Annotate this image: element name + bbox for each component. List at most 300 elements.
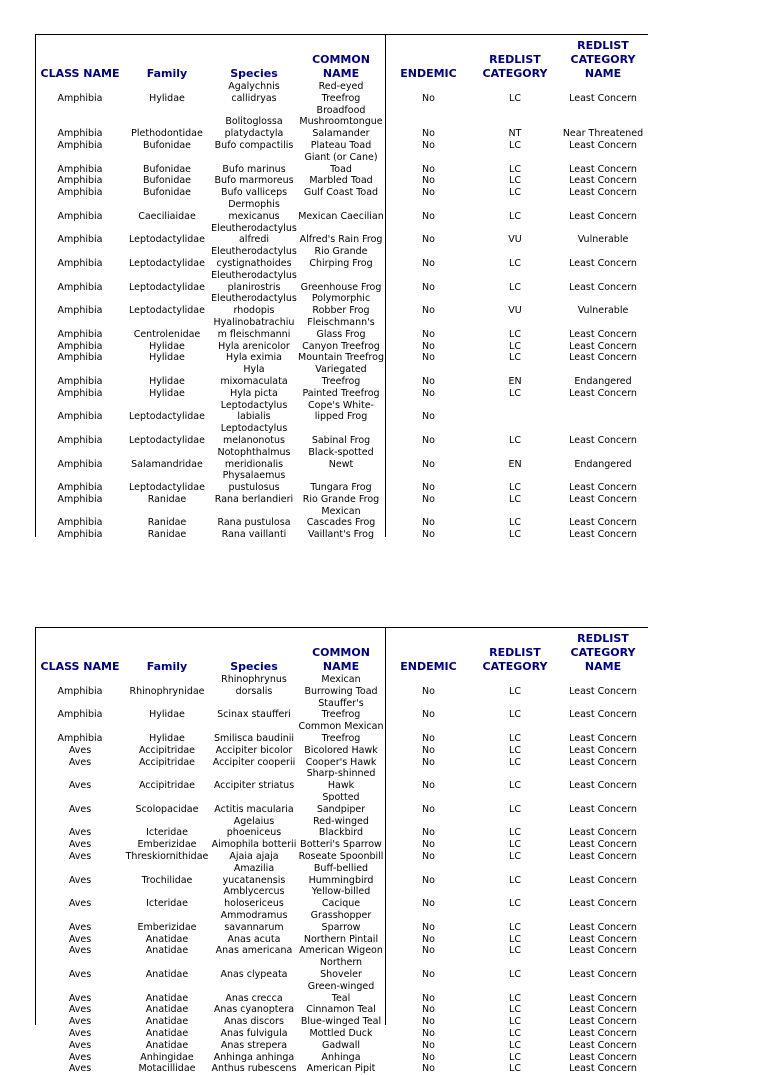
cell-redlist-category: LC xyxy=(509,529,521,541)
cell-class: Amphibia xyxy=(57,234,103,246)
cell-species: Hyla mixomaculata xyxy=(220,364,288,387)
cell-family: Plethodontidae xyxy=(131,128,203,140)
cell-species: Scinax staufferi xyxy=(217,709,291,721)
table-row xyxy=(36,1004,648,1016)
cell-common-name: Polymorphic Robber Frog xyxy=(311,293,371,317)
cell-common-name: Variegated Treefrog xyxy=(315,364,367,387)
cell-species: Eleutherodactylus alfredi xyxy=(211,222,297,246)
cell-class: Aves xyxy=(68,839,92,851)
cell-class: Amphibia xyxy=(57,517,103,529)
table-row xyxy=(36,1052,648,1064)
cell-class: Amphibia xyxy=(57,732,103,744)
cell-species: Aimophila botterii xyxy=(211,839,297,851)
cell-class: Aves xyxy=(68,1051,92,1063)
cell-redlist-category-name: Least Concern xyxy=(569,968,637,980)
cell-family: Ranidae xyxy=(147,517,187,529)
cell-endemic: No xyxy=(422,827,435,839)
cell-family: Hylidae xyxy=(149,352,185,364)
cell-redlist-category: LC xyxy=(509,482,521,494)
cell-common-name: Common Mexican Treefrog xyxy=(298,721,384,744)
header-redlist-category-name: REDLIST CATEGORY NAME xyxy=(570,39,636,80)
cell-common-name: Sabinal Frog xyxy=(311,434,371,446)
cell-class: Aves xyxy=(68,803,92,815)
cell-class: Amphibia xyxy=(57,482,103,494)
cell-redlist-category: LC xyxy=(509,139,521,151)
cell-redlist-category: VU xyxy=(508,305,522,317)
table-header xyxy=(36,628,648,674)
cell-species: Physalaemus pustulosus xyxy=(222,470,286,494)
cell-class: Amphibia xyxy=(57,305,103,317)
cell-redlist-category: LC xyxy=(509,744,521,756)
cell-redlist-category: LC xyxy=(509,756,521,768)
table-page-1 xyxy=(35,34,648,541)
cell-common-name: Rio Grande Frog xyxy=(302,493,380,505)
cell-endemic: No xyxy=(422,756,435,768)
cell-common-name: Mottled Duck xyxy=(309,1027,373,1039)
cell-redlist-category: LC xyxy=(509,328,521,340)
cell-family: Rhinophrynidae xyxy=(129,685,205,697)
cell-species: Anas acuta xyxy=(227,933,281,945)
cell-redlist-category-name: Least Concern xyxy=(569,827,637,839)
cell-species: Rana berlandieri xyxy=(214,493,294,505)
cell-endemic: No xyxy=(422,933,435,945)
cell-common-name: Cooper's Hawk xyxy=(305,756,377,768)
cell-endemic: No xyxy=(422,850,435,862)
cell-family: Bufonidae xyxy=(142,139,192,151)
cell-redlist-category: LC xyxy=(509,163,521,175)
cell-class: Aves xyxy=(68,756,92,768)
cell-class: Aves xyxy=(68,1027,92,1039)
cell-class: Aves xyxy=(68,1063,92,1075)
cell-redlist-category-name: Least Concern xyxy=(569,1027,637,1039)
cell-species: Amazilia yucatanensis xyxy=(222,862,286,886)
cell-common-name: Marbled Toad xyxy=(309,175,373,187)
cell-redlist-category-name: Least Concern xyxy=(569,1016,637,1028)
cell-redlist-category: LC xyxy=(509,210,521,222)
cell-class: Aves xyxy=(68,1039,92,1051)
cell-common-name: Mexican Caecilian xyxy=(298,210,384,222)
cell-common-name: Roseate Spoonbill xyxy=(298,850,384,862)
cell-endemic: No xyxy=(422,139,435,151)
cell-common-name: Bicolored Hawk xyxy=(304,744,378,756)
cell-family: Emberizidae xyxy=(137,839,197,851)
table-row xyxy=(36,945,648,957)
cell-species: Leptodactylus melanonotus xyxy=(220,423,288,446)
cell-redlist-category: LC xyxy=(509,803,521,815)
cell-species: Accipiter bicolor xyxy=(215,744,293,756)
table-row xyxy=(36,140,648,152)
cell-redlist-category: LC xyxy=(509,281,521,293)
table-row xyxy=(36,364,648,388)
cell-redlist-category-name: Least Concern xyxy=(569,709,637,721)
cell-species: Anhinga anhinga xyxy=(213,1051,295,1063)
cell-family: Anatidae xyxy=(145,1027,189,1039)
cell-redlist-category: LC xyxy=(509,187,521,199)
cell-endemic: No xyxy=(422,375,435,387)
cell-class: Amphibia xyxy=(57,257,103,269)
cell-endemic: No xyxy=(422,352,435,364)
header-redlist-category-name: REDLIST CATEGORY NAME xyxy=(570,632,636,673)
cell-species: Ajaia ajaja xyxy=(229,850,279,862)
header-species: Species xyxy=(230,660,278,673)
cell-family: Motacillidae xyxy=(138,1063,196,1075)
header-redlist-category: REDLIST CATEGORY xyxy=(482,646,548,673)
table-row xyxy=(36,400,648,424)
table-body xyxy=(36,674,648,1075)
table-body xyxy=(36,81,648,541)
cell-redlist-category-name: Least Concern xyxy=(569,839,637,851)
cell-species: Rana pustulosa xyxy=(217,517,291,529)
cell-family: Bufonidae xyxy=(142,187,192,199)
cell-redlist-category-name: Least Concern xyxy=(569,517,637,529)
cell-endemic: No xyxy=(422,234,435,246)
cell-endemic: No xyxy=(422,411,435,423)
table-row xyxy=(36,957,648,981)
cell-class: Aves xyxy=(68,1016,92,1028)
cell-endemic: No xyxy=(422,434,435,446)
cell-endemic: No xyxy=(422,529,435,541)
cell-family: Anatidae xyxy=(145,968,189,980)
table-row xyxy=(36,81,648,105)
cell-class: Amphibia xyxy=(57,128,103,140)
cell-class: Amphibia xyxy=(57,92,103,104)
cell-species: Anas americana xyxy=(215,945,293,957)
cell-common-name: Northern Shoveler xyxy=(319,957,363,980)
cell-common-name: Blue-winged Teal xyxy=(300,1016,382,1028)
cell-redlist-category-name: Least Concern xyxy=(569,210,637,222)
table-header xyxy=(36,35,648,81)
cell-class: Aves xyxy=(68,921,92,933)
table-row xyxy=(36,768,648,792)
cell-class: Aves xyxy=(68,827,92,839)
cell-redlist-category: LC xyxy=(509,850,521,862)
cell-common-name: Red-eyed Treefrog xyxy=(318,81,364,104)
cell-species: Bolitoglossa platydactyla xyxy=(224,116,284,140)
cell-common-name: Green-winged Teal xyxy=(307,980,375,1004)
cell-common-name: Plateau Toad xyxy=(310,139,372,151)
cell-redlist-category: LC xyxy=(509,898,521,910)
cell-species: Eleutherodactylus rhodopis xyxy=(211,293,297,317)
cell-common-name: Grasshopper Sparrow xyxy=(310,909,372,933)
cell-class: Aves xyxy=(68,850,92,862)
cell-species: Eleutherodactylus planirostris xyxy=(211,269,297,293)
cell-endemic: No xyxy=(422,744,435,756)
cell-endemic: No xyxy=(422,210,435,222)
cell-class: Amphibia xyxy=(57,139,103,151)
table-row xyxy=(36,863,648,887)
cell-redlist-category-name: Least Concern xyxy=(569,352,637,364)
cell-species: Agelaius phoeniceus xyxy=(226,815,282,839)
table-page-2 xyxy=(35,627,648,1075)
cell-species: Leptodactylus labialis xyxy=(220,399,288,423)
cell-endemic: No xyxy=(422,1016,435,1028)
cell-endemic: No xyxy=(422,1004,435,1016)
cell-redlist-category-name: Least Concern xyxy=(569,921,637,933)
table-row xyxy=(36,352,648,364)
cell-family: Leptodactylidae xyxy=(129,257,205,269)
table-row xyxy=(36,698,648,722)
table-row xyxy=(36,839,648,851)
table-row xyxy=(36,1028,648,1040)
cell-species: Anthus rubescens xyxy=(211,1063,297,1075)
cell-species: Notophthalmus meridionalis xyxy=(217,446,291,470)
cell-species: Bufo marmoreus xyxy=(214,175,294,187)
table-row xyxy=(36,816,648,840)
cell-family: Accipitridae xyxy=(138,756,196,768)
cell-common-name: Rio Grande Chirping Frog xyxy=(309,246,373,269)
cell-family: Hylidae xyxy=(149,387,185,399)
table-row xyxy=(36,506,648,530)
cell-family: Hylidae xyxy=(149,709,185,721)
cell-family: Anatidae xyxy=(145,1039,189,1051)
cell-redlist-category-name: Least Concern xyxy=(569,898,637,910)
cell-family: Hylidae xyxy=(149,732,185,744)
cell-common-name: Broadfood Mushroomtongue Salamander xyxy=(299,104,383,140)
cell-redlist-category-name: Least Concern xyxy=(569,493,637,505)
table-row xyxy=(36,1040,648,1052)
cell-redlist-category: LC xyxy=(509,945,521,957)
cell-family: Accipitridae xyxy=(138,780,196,792)
cell-family: Accipitridae xyxy=(138,744,196,756)
cell-family: Hylidae xyxy=(149,340,185,352)
cell-endemic: No xyxy=(422,709,435,721)
cell-species: Bufo marinus xyxy=(222,163,286,175)
cell-family: Hylidae xyxy=(149,92,185,104)
cell-class: Aves xyxy=(68,992,92,1004)
table-row xyxy=(36,745,648,757)
cell-common-name: American Wigeon xyxy=(299,945,383,957)
cell-common-name: Buff-bellied Hummingbird xyxy=(308,862,374,886)
cell-redlist-category-name: Near Threatened xyxy=(562,128,644,140)
cell-common-name: Alfred's Rain Frog xyxy=(299,234,383,246)
cell-family: Leptodactylidae xyxy=(129,434,205,446)
cell-endemic: No xyxy=(422,163,435,175)
cell-redlist-category: EN xyxy=(508,375,522,387)
cell-redlist-category-name: Least Concern xyxy=(569,328,637,340)
cell-class: Amphibia xyxy=(57,493,103,505)
cell-class: Amphibia xyxy=(57,685,103,697)
table-row xyxy=(36,851,648,863)
cell-redlist-category: LC xyxy=(509,685,521,697)
cell-species: Anas strepera xyxy=(220,1039,288,1051)
cell-endemic: No xyxy=(422,898,435,910)
cell-endemic: No xyxy=(422,128,435,140)
cell-common-name: Tungara Frog xyxy=(310,482,372,494)
cell-species: Accipiter cooperii xyxy=(212,756,296,768)
table-row xyxy=(36,187,648,199)
cell-endemic: No xyxy=(422,387,435,399)
cell-class: Amphibia xyxy=(57,434,103,446)
cell-family: Leptodactylidae xyxy=(129,482,205,494)
cell-species: Dermophis mexicanus xyxy=(228,198,280,222)
cell-redlist-category-name: Least Concern xyxy=(569,340,637,352)
cell-endemic: No xyxy=(422,780,435,792)
cell-class: Aves xyxy=(68,874,92,886)
cell-redlist-category-name: Least Concern xyxy=(569,732,637,744)
cell-endemic: No xyxy=(422,839,435,851)
cell-redlist-category: LC xyxy=(509,933,521,945)
cell-species: Hyalinobatrachium fleischmanni xyxy=(213,316,295,340)
cell-species: Ammodramus savannarum xyxy=(220,909,288,933)
cell-species: Hyla arenicolor xyxy=(218,340,290,352)
cell-common-name: Mountain Treefrog xyxy=(298,352,384,364)
table-row xyxy=(36,1063,648,1075)
cell-common-name: Giant (or Cane) Toad xyxy=(304,151,378,175)
cell-endemic: No xyxy=(422,340,435,352)
cell-endemic: No xyxy=(422,493,435,505)
table-row xyxy=(36,447,648,471)
cell-family: Bufonidae xyxy=(142,163,192,175)
cell-class: Amphibia xyxy=(57,709,103,721)
cell-class: Amphibia xyxy=(57,281,103,293)
cell-redlist-category-name: Least Concern xyxy=(569,1004,637,1016)
cell-redlist-category: LC xyxy=(509,992,521,1004)
cell-family: Anatidae xyxy=(145,1004,189,1016)
cell-endemic: No xyxy=(422,803,435,815)
cell-redlist-category: LC xyxy=(509,340,521,352)
cell-common-name: Mexican Burrowing Toad xyxy=(304,674,378,697)
cell-endemic: No xyxy=(422,685,435,697)
cell-species: Rana vaillanti xyxy=(221,529,287,541)
cell-family: Hylidae xyxy=(149,375,185,387)
cell-redlist-category: LC xyxy=(509,434,521,446)
cell-redlist-category: LC xyxy=(509,732,521,744)
table-row xyxy=(36,910,648,934)
cell-redlist-category: LC xyxy=(509,921,521,933)
cell-redlist-category: LC xyxy=(509,968,521,980)
cell-common-name: Sharp-shinned Hawk xyxy=(306,768,376,792)
cell-class: Amphibia xyxy=(57,387,103,399)
cell-family: Emberizidae xyxy=(137,921,197,933)
cell-redlist-category-name: Endangered xyxy=(574,375,632,387)
cell-redlist-category-name: Least Concern xyxy=(569,482,637,494)
cell-species: Agalychnis callidryas xyxy=(228,81,280,104)
cell-endemic: No xyxy=(422,732,435,744)
cell-common-name: Painted Treefrog xyxy=(302,387,380,399)
table-row xyxy=(36,886,648,910)
cell-redlist-category-name: Least Concern xyxy=(569,1063,637,1075)
cell-common-name: Greenhouse Frog xyxy=(300,281,382,293)
cell-endemic: No xyxy=(422,328,435,340)
cell-endemic: No xyxy=(422,458,435,470)
cell-redlist-category-name: Least Concern xyxy=(569,163,637,175)
cell-species: Bufo valliceps xyxy=(220,187,288,199)
cell-redlist-category: LC xyxy=(509,352,521,364)
cell-endemic: No xyxy=(422,482,435,494)
cell-species: Bufo compactilis xyxy=(214,139,294,151)
cell-family: Leptodactylidae xyxy=(129,411,205,423)
cell-redlist-category: LC xyxy=(509,827,521,839)
cell-redlist-category-name: Least Concern xyxy=(569,992,637,1004)
cell-species: Hyla picta xyxy=(230,387,278,399)
cell-redlist-category-name: Least Concern xyxy=(569,685,637,697)
cell-redlist-category: LC xyxy=(509,709,521,721)
table-row xyxy=(36,105,648,140)
cell-redlist-category: LC xyxy=(509,1004,521,1016)
cell-common-name: Stauffer's Treefrog xyxy=(318,697,364,721)
cell-redlist-category-name: Least Concern xyxy=(569,803,637,815)
cell-species: Anas cyanoptera xyxy=(213,1004,295,1016)
cell-redlist-category-name: Least Concern xyxy=(569,744,637,756)
cell-family: Centrolenidae xyxy=(133,328,201,340)
cell-family: Anatidae xyxy=(145,1016,189,1028)
cell-common-name: Botteri's Sparrow xyxy=(300,839,382,851)
table-row xyxy=(36,223,648,247)
cell-class: Amphibia xyxy=(57,458,103,470)
cell-species: Hyla eximia xyxy=(226,352,282,364)
cell-species: Rhinophrynus dorsalis xyxy=(221,674,287,697)
cell-common-name: Fleischmann's Glass Frog xyxy=(307,316,375,340)
cell-family: Anatidae xyxy=(145,933,189,945)
cell-family: Scolopacidae xyxy=(135,803,199,815)
cell-class: Amphibia xyxy=(57,340,103,352)
cell-redlist-category: LC xyxy=(509,493,521,505)
cell-common-name: Mexican Cascades Frog xyxy=(306,505,376,529)
cell-redlist-category-name: Least Concern xyxy=(569,874,637,886)
header-family: Family xyxy=(146,67,188,80)
cell-common-name: American Pipit xyxy=(306,1063,376,1075)
table-row xyxy=(36,721,648,745)
cell-redlist-category-name: Least Concern xyxy=(569,257,637,269)
cell-endemic: No xyxy=(422,305,435,317)
cell-common-name: Cope's White-lipped Frog xyxy=(308,399,374,423)
table-row xyxy=(36,1016,648,1028)
cell-family: Trochilidae xyxy=(141,874,193,886)
cell-endemic: No xyxy=(422,1051,435,1063)
cell-endemic: No xyxy=(422,874,435,886)
cell-class: Amphibia xyxy=(57,175,103,187)
table-row xyxy=(36,792,648,816)
cell-class: Aves xyxy=(68,933,92,945)
cell-redlist-category-name: Least Concern xyxy=(569,175,637,187)
table-row xyxy=(36,246,648,270)
table-row xyxy=(36,674,648,698)
cell-family: Anhingidae xyxy=(140,1051,194,1063)
cell-redlist-category-name: Least Concern xyxy=(569,850,637,862)
cell-redlist-category-name: Least Concern xyxy=(569,92,637,104)
cell-common-name: Anhinga xyxy=(321,1051,361,1063)
table-row xyxy=(36,934,648,946)
cell-redlist-category-name: Least Concern xyxy=(569,1039,637,1051)
cell-redlist-category: LC xyxy=(509,839,521,851)
table-row xyxy=(36,341,648,353)
cell-redlist-category: LC xyxy=(509,874,521,886)
cell-common-name: Cinnamon Teal xyxy=(306,1004,376,1016)
cell-endemic: No xyxy=(422,175,435,187)
cell-common-name: Vaillant's Frog xyxy=(308,529,374,541)
header-class-name: CLASS NAME xyxy=(40,660,120,673)
cell-species: Smilisca baudinii xyxy=(213,732,295,744)
cell-redlist-category: LC xyxy=(509,1016,521,1028)
cell-redlist-category-name: Least Concern xyxy=(569,529,637,541)
cell-endemic: No xyxy=(422,992,435,1004)
cell-common-name: Canyon Treefrog xyxy=(302,340,380,352)
table-row xyxy=(36,388,648,400)
cell-class: Amphibia xyxy=(57,352,103,364)
cell-class: Aves xyxy=(68,945,92,957)
cell-family: Leptodactylidae xyxy=(129,234,205,246)
cell-species: Accipiter striatus xyxy=(213,780,295,792)
cell-class: Amphibia xyxy=(57,328,103,340)
cell-endemic: No xyxy=(422,921,435,933)
cell-redlist-category: LC xyxy=(509,175,521,187)
cell-class: Aves xyxy=(68,780,92,792)
cell-redlist-category: LC xyxy=(509,1051,521,1063)
cell-redlist-category-name: Endangered xyxy=(574,458,632,470)
cell-redlist-category-name: Least Concern xyxy=(569,945,637,957)
cell-species: Anas clypeata xyxy=(220,968,288,980)
header-endemic: ENDEMIC xyxy=(400,660,457,673)
